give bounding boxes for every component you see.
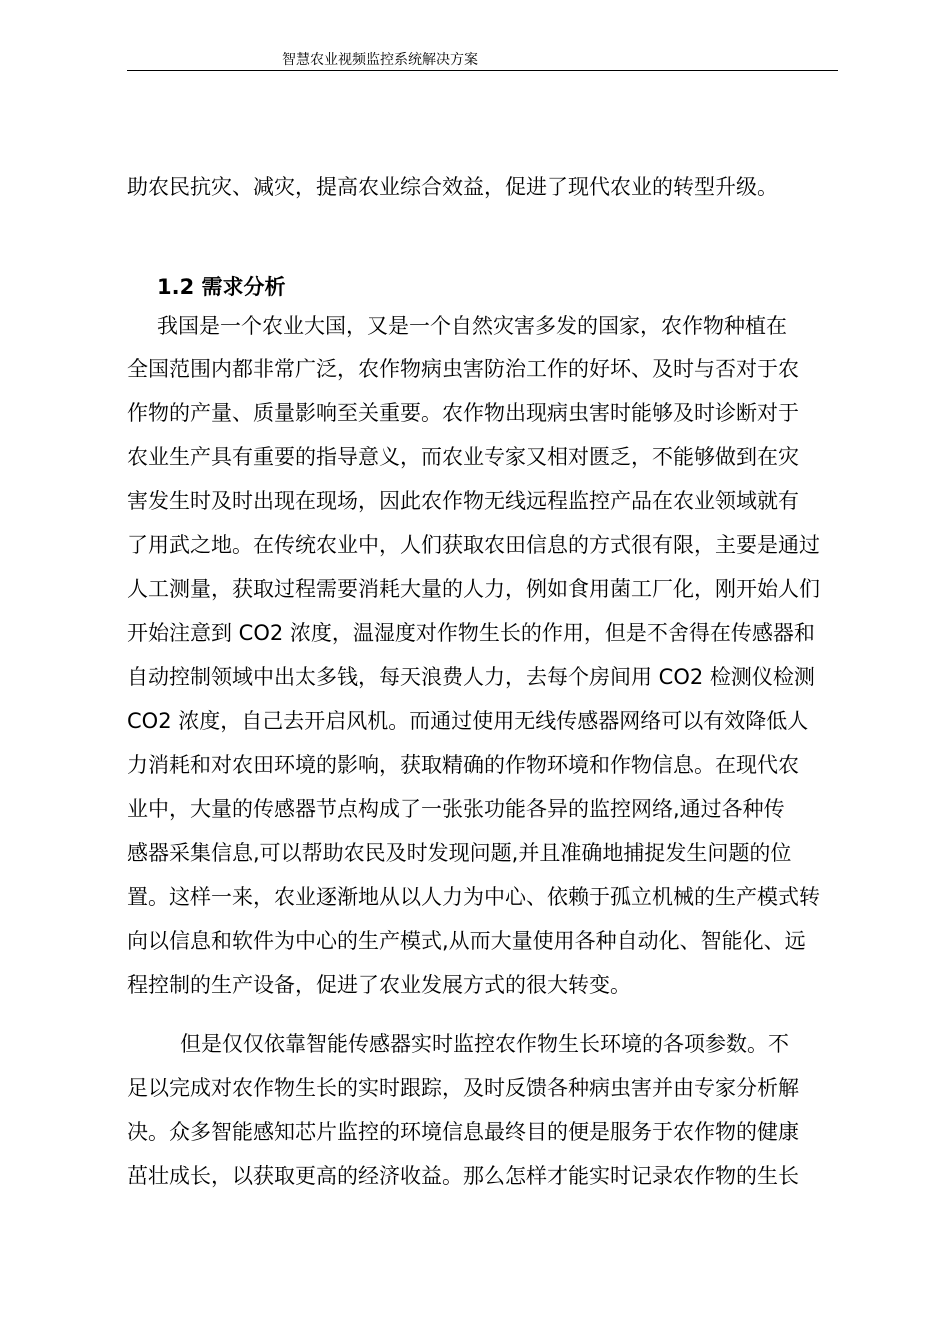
paragraph-line: 力消耗和对农田环境的影响，获取精确的作物环境和作物信息。在现代农 — [127, 753, 799, 777]
intro-line: 助农民抗灾、减灾，提高农业综合效益，促进了现代农业的转型升级。 — [127, 175, 778, 199]
section-heading: 1.2 需求分析 — [157, 275, 286, 299]
paragraph-line: 人工测量，获取过程需要消耗大量的人力，例如食用菌工厂化，刚开始人们 — [127, 577, 820, 601]
paragraph-line: 作物的产量、质量影响至关重要。农作物出现病虫害时能够及时诊断对于 — [127, 401, 799, 425]
paragraph-line: 感器采集信息,可以帮助农民及时发现问题,并且准确地捕捉发生问题的位 — [127, 841, 792, 865]
paragraph-line: 业中，大量的传感器节点构成了一张张功能各异的监控网络,通过各种传 — [127, 797, 785, 821]
header-title: 智慧农业视频监控系统解决方案 — [282, 52, 478, 68]
paragraph-line: 茁壮成长，以获取更高的经济收益。那么怎样才能实时记录农作物的生长 — [127, 1164, 799, 1188]
header-divider — [127, 70, 838, 71]
paragraph-line: 置。这样一来，农业逐渐地从以人力为中心、依赖于孤立机械的生产模式转 — [127, 885, 820, 909]
paragraph-line: 全国范围内都非常广泛，农作物病虫害防治工作的好坏、及时与否对于农 — [127, 357, 799, 381]
paragraph-line: 开始注意到 CO2 浓度，温湿度对作物生长的作用，但是不舍得在传感器和 — [127, 621, 815, 645]
paragraph-line: 决。众多智能感知芯片监控的环境信息最终目的便是服务于农作物的健康 — [127, 1120, 799, 1144]
paragraph-line: 害发生时及时出现在现场，因此农作物无线远程监控产品在农业领域就有 — [127, 489, 799, 513]
paragraph-line: 向以信息和软件为中心的生产模式,从而大量使用各种自动化、智能化、远 — [127, 929, 806, 953]
paragraph-line: 但是仅仅依靠智能传感器实时监控农作物生长环境的各项参数。不 — [180, 1032, 789, 1056]
paragraph-line: 程控制的生产设备，促进了农业发展方式的很大转变。 — [127, 973, 631, 997]
paragraph-line: 足以完成对农作物生长的实时跟踪，及时反馈各种病虫害并由专家分析解 — [127, 1076, 799, 1100]
paragraph-line: 我国是一个农业大国，又是一个自然灾害多发的国家，农作物种植在 — [157, 314, 787, 338]
paragraph-line: CO2 浓度，自己去开启风机。而通过使用无线传感器网络可以有效降低人 — [127, 709, 809, 733]
paragraph-line: 自动控制领域中出太多钱，每天浪费人力，去每个房间用 CO2 检测仪检测 — [127, 665, 815, 689]
paragraph-line: 农业生产具有重要的指导意义，而农业专家又相对匮乏，不能够做到在灾 — [127, 445, 799, 469]
paragraph-line: 了用武之地。在传统农业中，人们获取农田信息的方式很有限，主要是通过 — [127, 533, 820, 557]
